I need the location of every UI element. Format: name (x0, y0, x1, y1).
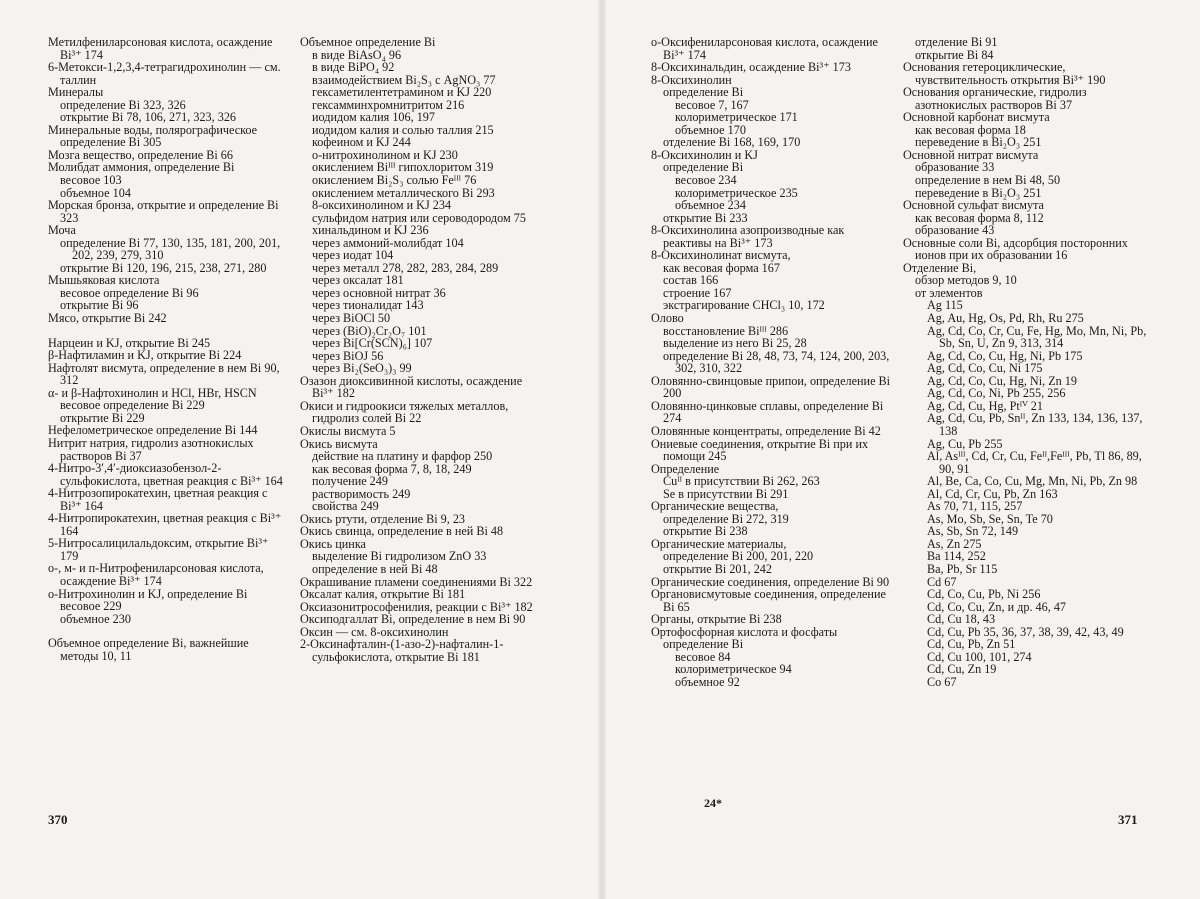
index-subentry: через (BiO)₂Cr₂O₇ 101 (312, 323, 427, 338)
index-entry: о-, м- и п-Нитрофениларсоновая кислота, осаждение Bi³⁺ 174 (48, 561, 264, 588)
index-subentry: объемное 234 (675, 198, 746, 213)
index-entry: Органические материалы, (651, 536, 787, 551)
index-subentry: от элементов (915, 285, 983, 300)
index-column-3 (651, 36, 891, 688)
index-entry: Основной сульфат висмута (903, 198, 1044, 213)
index-subentry: открытие Bi 84 (915, 47, 994, 62)
index-entry: Нафтолят висмута, определение в нем Bi 90, 312 (48, 360, 280, 388)
index-entry: Окислы висмута 5 (300, 423, 396, 438)
index-entry: Окись цинка (300, 536, 366, 551)
index-entry: 5-Нитросалицилальдоксим, открытие Bi³⁺ 179 (48, 536, 269, 563)
index-subentry: определение Bi 28, 48, 73, 74, 124, 200, 203, 302, 310, 322 (663, 348, 890, 376)
index-entry: Оксиподгаллат Bi, определение в нем Bi 90 (300, 612, 526, 627)
index-subentry: отделение Bi 91 (915, 35, 998, 49)
index-subentry: Cd 67 (927, 574, 957, 589)
index-subentry: гексаметилентетрамином и KJ 220 (312, 85, 492, 100)
index-subentry: определение Bi (663, 160, 744, 175)
index-entry: Окись ртути, отделение Bi 9, 23 (300, 511, 466, 526)
index-subentry: As 70, 71, 115, 257 (927, 499, 1023, 514)
index-subentry: открытие Bi 229 (60, 410, 145, 425)
index-entry: Отделение Bi, (903, 260, 977, 275)
index-entry: Окиси и гидроокиси тяжелых металлов, гидролиз солей Bi 22 (300, 398, 509, 426)
index-subentry: объемное 230 (60, 611, 131, 626)
index-subentry: Ag, Cd, Co, Cu, Hg, Ni, Zn 19 (927, 373, 1077, 388)
index-entry: Определение (651, 461, 720, 476)
index-subentry: через иодат 104 (312, 248, 394, 263)
index-subentry: выделение из него Bi 25, 28 (663, 336, 807, 351)
index-subentry: открытие Bi 201, 242 (663, 561, 772, 576)
index-subentry: через основной нитрат 36 (312, 285, 446, 300)
index-entry: Органические соединения, определение Bi 90 (651, 574, 890, 589)
index-subentry: Cd, Cu 100, 101, 274 (927, 649, 1032, 664)
index-subentry: весовое 229 (60, 599, 122, 614)
index-subentry: действие на платину и фарфор 250 (312, 449, 493, 464)
index-entry: Озазон диоксивинной кислоты, осаждение Bi³⁺ 182 (300, 373, 523, 401)
index-subentry: как весовая форма 18 (915, 122, 1026, 137)
index-subentry: As, Zn 275 (927, 536, 982, 551)
index-subentry: открытие Bi 233 (663, 210, 748, 225)
index-subentry: открытие Bi 120, 196, 215, 238, 271, 280 (60, 260, 267, 275)
index-subentry: Cuᴵᴵ в присутствии Bi 262, 263 (663, 474, 820, 489)
index-entry: Основания органические, гидролиз азотнокислых растворов Bi 37 (903, 85, 1087, 112)
index-subentry: в виде BiPO₄ 92 (312, 60, 395, 75)
index-subentry: образование 43 (915, 223, 995, 238)
index-subentry: свойства 249 (312, 499, 379, 514)
index-entry: 8-Оксихинолинат висмута, (651, 248, 791, 263)
index-subentry: окислением Biᴵᴵᴵ гипохлоритом 319 (312, 160, 494, 175)
index-entry: Мозга вещество, определение Bi 66 (48, 147, 233, 162)
index-subentry: Cd, Cu 18, 43 (927, 612, 996, 627)
index-entry: Ониевые соединения, открытие Bi при их помощи 245 (651, 436, 869, 464)
index-subentry: через BiOJ 56 (312, 348, 384, 363)
index-subentry: определение Bi (663, 85, 744, 100)
index-subentry: Al, Be, Ca, Co, Cu, Mg, Mn, Ni, Pb, Zn 98 (927, 474, 1138, 489)
index-subentry: Ag, Au, Hg, Os, Pd, Rh, Ru 275 (927, 311, 1084, 326)
index-entry: Основной нитрат висмута (903, 147, 1039, 162)
index-entry: Нарцеин и KJ, открытие Bi 245 (48, 335, 211, 350)
index-subentry: как весовая форма 167 (663, 260, 780, 275)
index-subentry: гексамминхромнитритом 216 (312, 97, 465, 112)
index-subentry: Al, Asᴵᴵᴵ, Cd, Cr, Cu, Feᴵᴵ,Feᴵᴵᴵ, Pb, Tl 86, 89, 90, 91 (927, 449, 1142, 476)
index-entry: 2-Оксинафталин-(1-азо-2)-нафталин-1-сульфокислота, открытие Bi 181 (300, 637, 504, 664)
index-subentry: определение Bi 77, 130, 135, 181, 200, 201, 202, 239, 279, 310 (60, 235, 281, 263)
index-subentry: открытие Bi 96 (60, 298, 139, 313)
index-entry: Нитрит натрия, гидролиз азотнокислых растворов Bi 37 (48, 435, 254, 463)
index-entry: Ортофосфорная кислота и фосфаты (651, 624, 838, 639)
index-subentry: хинальдином и KJ 236 (312, 223, 429, 238)
index-subentry: 8-оксихинолином и KJ 234 (312, 198, 452, 213)
page-number-right: 371 (1118, 812, 1138, 827)
index-subentry: Co 67 (927, 674, 957, 689)
index-entry: Объемное определение Bi (300, 35, 436, 49)
index-subentry: получение 249 (312, 474, 388, 489)
index-entry: Основания гетероциклические, чувствительность открытия Bi³⁺ 190 (903, 60, 1106, 87)
index-subentry: определение Bi 272, 319 (663, 511, 789, 526)
index-subentry: через тионалидат 143 (312, 298, 424, 313)
index-subentry: Ag, Cd, Co, Ni, Pb 255, 256 (927, 386, 1066, 401)
index-subentry: определение Bi (663, 637, 744, 652)
index-entry: Молибдат аммония, определение Bi (48, 160, 235, 175)
index-subentry: объемное 104 (60, 185, 131, 200)
index-subentry: определение в нем Bi 48, 50 (915, 173, 1061, 188)
index-subentry: иодидом калия и солью таллия 215 (312, 122, 494, 137)
index-entry: Окись висмута (300, 436, 378, 451)
index-subentry: выделение Bi гидролизом ZnO 33 (312, 549, 487, 564)
index-entry: α- и β-Нафтохинолин и HCl, HBr, HSCN (48, 385, 257, 400)
index-entry: 8-Оксихинолин (651, 72, 732, 87)
index-subentry: экстрагирование CHCl₃ 10, 172 (663, 298, 825, 313)
index-subentry: весовое 103 (60, 173, 122, 188)
index-subentry: о-нитрохинолином и KJ 230 (312, 147, 458, 162)
index-subentry: Al, Cd, Cr, Cu, Pb, Zn 163 (927, 486, 1058, 501)
index-subentry: Cd, Cu, Pb 35, 36, 37, 38, 39, 42, 43, 49 (927, 624, 1124, 639)
index-subentry: Ag 115 (927, 298, 963, 313)
index-subentry: весовое определение Bi 96 (60, 285, 199, 300)
index-entry: Мясо, открытие Bi 242 (48, 311, 167, 326)
index-entry: Объемное определение Bi, важнейшие методы 10, 11 (48, 636, 249, 663)
index-subentry: строение 167 (663, 285, 732, 300)
index-entry: 6-Метокси-1,2,3,4-тетрагидрохинолин — см. таллин (48, 60, 281, 87)
index-entry: Мышьяковая кислота (48, 273, 160, 288)
index-subentry: Ag, Cd, Co, Cu, Ni 175 (927, 361, 1043, 376)
index-subentry: окислением Bi₂S₃ солью Feᴵᴵᴵ 76 (312, 173, 477, 188)
index-entry: Органы, открытие Bi 238 (651, 612, 782, 627)
index-entry: 8-Оксихинальдин, осаждение Bi³⁺ 173 (651, 60, 851, 75)
index-subentry: растворимость 249 (312, 486, 411, 501)
index-subentry: Cd, Co, Cu, Pb, Ni 256 (927, 587, 1041, 602)
index-subentry: объемное 92 (675, 674, 740, 689)
index-subentry: колориметрическое 171 (675, 110, 798, 125)
index-subentry: определение Bi 200, 201, 220 (663, 549, 814, 564)
index-subentry: весовое 7, 167 (675, 97, 749, 112)
index-subentry: как весовая форма 7, 8, 18, 249 (312, 461, 472, 476)
index-subentry: открытие Bi 78, 106, 271, 323, 326 (60, 110, 237, 125)
index-subentry: переведение в Bi₂O₃ 251 (915, 135, 1042, 150)
index-subentry: обзор методов 9, 10 (915, 273, 1017, 288)
index-entry: Олово (651, 311, 684, 326)
index-subentry: отделение Bi 168, 169, 170 (663, 135, 801, 150)
index-entry: о-Оксифениларсоновая кислота, осаждение Bi³⁺ 174 (651, 35, 878, 62)
index-subentry: открытие Bi 238 (663, 524, 748, 539)
index-subentry: весовое 84 (675, 649, 731, 664)
index-column-1 (48, 36, 284, 662)
index-subentry: Se в присутствии Bi 291 (663, 486, 789, 501)
index-entry: 4-Нитро-3′,4′-диоксиазобензол-2-сульфокислота, цветная реакция с Bi³⁺ 164 (48, 461, 283, 488)
index-subentry: взаимодействием Bi₂S₃ с AgNO₃ 77 (312, 72, 496, 87)
index-entry: Оксиазонитрософенилия, реакции с Bi³⁺ 182 (300, 599, 533, 614)
index-entry: Органовисмутовые соединения, определение Bi 65 (651, 587, 886, 614)
index-subentry: иодидом калия 106, 197 (312, 110, 435, 125)
index-subentry: объемное 170 (675, 122, 746, 137)
index-entry: Нефелометрическое определение Bi 144 (48, 423, 258, 438)
index-subentry: через аммоний-молибдат 104 (312, 235, 464, 250)
index-subentry: через Bi₂(SeO₃)₃ 99 (312, 361, 412, 376)
index-subentry: Ag, Cd, Cu, Pb, Snᴵᴵ, Zn 133, 134, 136, 137, 138 (927, 411, 1143, 438)
index-subentry: Cd, Co, Cu, Zn, и др. 46, 47 (927, 599, 1067, 614)
index-entry: Оксин — см. 8-оксихинолин (300, 624, 449, 639)
index-subentry: как весовая форма 8, 112 (915, 210, 1044, 225)
index-column-4 (903, 36, 1153, 688)
index-subentry: колориметрическое 94 (675, 662, 792, 677)
index-entry: 8-Оксихинолина азопроизводные как реактивы на Bi³⁺ 173 (651, 223, 845, 250)
index-subentry: Cd, Cu, Pb, Zn 51 (927, 637, 1016, 652)
index-entry: Основные соли Bi, адсорбция посторонних ионов при их образовании 16 (903, 235, 1128, 263)
index-subentry: Ag, Cd, Cu, Hg, Ptᴵⱽ 21 (927, 398, 1043, 413)
index-entry: Окрашивание пламени соединениями Bi 322 (300, 574, 533, 589)
index-entry: Оловянно-свинцовые припои, определение Bi 200 (651, 373, 891, 401)
index-entry: о-Нитрохинолин и KJ, определение Bi (48, 586, 248, 601)
index-entry: β-Нафтиламин и KJ, открытие Bi 224 (48, 348, 242, 363)
index-subentry: восстановление Biᴵᴵᴵ 286 (663, 323, 789, 338)
index-subentry: состав 166 (663, 273, 719, 288)
index-entry: Минеральные воды, полярографическое определение Bi 305 (48, 122, 258, 150)
index-subentry: в виде BiAsO₄ 96 (312, 47, 402, 62)
page-number-left: 370 (48, 812, 68, 827)
index-entry: Метилфениларсоновая кислота, осаждение Bi³⁺ 174 (48, 35, 273, 62)
index-subentry: определение Bi 323, 326 (60, 97, 186, 112)
index-subentry: Ag, Cu, Pb 255 (927, 436, 1003, 451)
index-subentry: весовое определение Bi 229 (60, 398, 205, 413)
index-subentry: Ag, Cd, Co, Cr, Cu, Fe, Hg, Mo, Mn, Ni, Pb, Sb, Sn, U, Zn 9, 313, 314 (927, 323, 1147, 351)
index-subentry: As, Sb, Sn 72, 149 (927, 524, 1019, 539)
index-subentry: через металл 278, 282, 283, 284, 289 (312, 260, 499, 275)
index-subentry: Ba, Pb, Sr 115 (927, 561, 998, 576)
index-entry: Морская бронза, открытие и определение Bi 323 (48, 198, 279, 225)
index-subentry: колориметрическое 235 (675, 185, 798, 200)
index-subentry: окислением металлического Bi 293 (312, 185, 495, 200)
index-subentry: определение в ней Bi 48 (312, 561, 438, 576)
index-subentry: As, Mo, Sb, Se, Sn, Te 70 (927, 511, 1053, 526)
index-subentry: весовое 234 (675, 173, 737, 188)
index-subentry: Ag, Cd, Co, Cu, Hg, Ni, Pb 175 (927, 348, 1083, 363)
index-subentry: Ba 114, 252 (927, 549, 986, 564)
index-subentry: через BiOCl 50 (312, 311, 391, 326)
index-entry: Основной карбонат висмута (903, 110, 1050, 125)
index-entry: Моча (48, 223, 76, 238)
index-column-2 (300, 36, 544, 663)
index-entry: 8-Оксихинолин и KJ (651, 147, 758, 162)
index-entry: Оксалат калия, открытие Bi 181 (300, 587, 466, 602)
index-entry: Органические вещества, (651, 499, 779, 514)
index-entry: Оловянные концентраты, определение Bi 42 (651, 423, 881, 438)
index-entry: 4-Нитропирокатехин, цветная реакция с Bi³⁺ 164 (48, 511, 282, 538)
book-gutter (598, 0, 606, 899)
index-subentry: образование 33 (915, 160, 995, 175)
index-subentry: через оксалат 181 (312, 273, 404, 288)
printer-signature-mark: 24* (704, 796, 722, 810)
index-subentry: переведение в Bi₂O₃ 251 (915, 185, 1042, 200)
index-entry: Окись свинца, определение в ней Bi 48 (300, 524, 504, 539)
index-entry: 4-Нитрозопирокатехин, цветная реакция с Bi³⁺ 164 (48, 486, 268, 513)
index-subentry: Cd, Cu, Zn 19 (927, 662, 997, 677)
index-entry: Оловянно-цинковые сплавы, определение Bi 274 (651, 398, 884, 426)
index-subentry: через Bi[Cr(SCN)₆] 107 (312, 336, 433, 351)
index-subentry: кофеином и KJ 244 (312, 135, 411, 150)
index-entry: Минералы (48, 85, 104, 100)
index-subentry: сульфидом натрия или сероводородом 75 (312, 210, 526, 225)
